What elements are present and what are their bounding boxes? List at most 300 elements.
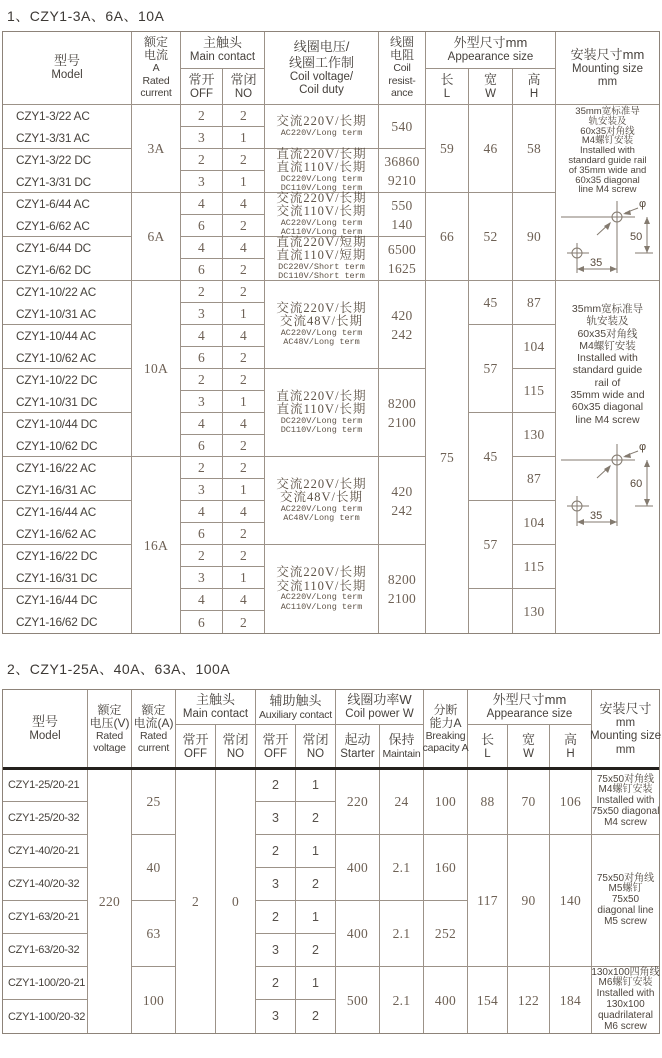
- text-line: 1: [239, 306, 248, 321]
- text-line: 3: [272, 876, 279, 891]
- t2-cell-r7c8: [336, 901, 380, 967]
- text-line: line M4 screw: [578, 184, 637, 196]
- text-line: CZY1-100/20-21: [8, 977, 86, 989]
- text-line: 2: [239, 108, 248, 123]
- vertical-dimension-label: 50: [629, 231, 642, 244]
- t1-cell-r25c9: [513, 589, 556, 633]
- t1-cell-r25c3: [181, 589, 223, 611]
- t1-cell-r19c4: [223, 457, 265, 479]
- text-line: 2: [191, 893, 200, 909]
- text-line: 1: [312, 777, 319, 792]
- text-line: M4螺钉安装: [598, 784, 653, 796]
- t1-cell-r7c1: [3, 193, 132, 237]
- t2-cell-r5c7: [296, 835, 336, 868]
- text-line: 6: [197, 350, 206, 365]
- text-line: 2: [272, 777, 279, 792]
- t1-cell-r26c3: [181, 611, 223, 633]
- text-line: 2: [239, 548, 248, 563]
- text-line: 4: [239, 592, 248, 607]
- text-line: 4: [197, 592, 206, 607]
- t2-header-length: [468, 725, 508, 769]
- text-line: 1: [239, 570, 248, 585]
- text-line: 104: [523, 515, 545, 530]
- text-line: 2: [197, 548, 206, 563]
- t2-header-width: [508, 725, 550, 769]
- t1-cell-r7c7: [426, 193, 469, 281]
- text-line: CZY1-16/31 AC: [16, 482, 97, 497]
- text-line: 2.1: [392, 992, 411, 1008]
- t2-cell-r3c9: [380, 769, 424, 835]
- text-line: 2: [197, 284, 206, 299]
- text-line: 型号: [53, 53, 80, 69]
- text-line: CZY1-3/31 AC: [16, 130, 90, 145]
- text-line: 2: [197, 460, 206, 475]
- text-line: 25: [146, 794, 161, 809]
- text-line: M4螺钉安装: [579, 339, 636, 352]
- text-line: CZY1-63/20-21: [8, 911, 80, 923]
- t1-header-main-off: [181, 69, 223, 105]
- text-line: 60x35对角线: [577, 327, 638, 340]
- text-line: M5 screw: [604, 915, 647, 927]
- text-line: CZY1-6/44 DC: [16, 240, 91, 255]
- text-line: 140: [391, 216, 413, 232]
- text-line: 高: [563, 731, 577, 747]
- text-line: 安装尺寸: [599, 700, 652, 716]
- section1-title: 1、CZY1-3A、6A、10A: [7, 8, 165, 24]
- text-line: 辅助触头: [269, 692, 322, 708]
- text-line: W: [485, 87, 496, 100]
- t2-cell-r6c6: [256, 868, 296, 901]
- t1-cell-r6c3: [181, 171, 223, 193]
- t1-cell-r19c1: [3, 457, 132, 501]
- t1-header-coil-resistance: [379, 32, 426, 105]
- text-line: Coil voltage/: [289, 70, 354, 83]
- text-line: 交流110V/长期: [276, 204, 367, 218]
- text-line: 2: [239, 218, 248, 233]
- text-line: 4: [239, 240, 248, 255]
- text-line: 90: [521, 893, 536, 908]
- t1-cell-r12c3: [181, 303, 223, 325]
- text-line: 2: [272, 975, 279, 990]
- text-line: Rated: [95, 729, 124, 742]
- t1-cell-r24c3: [181, 567, 223, 589]
- t2-header-maintain: [380, 725, 424, 769]
- t1-cell-r25c8: [469, 589, 513, 633]
- t1-cell-r7c4: [223, 193, 265, 215]
- text-line: CZY1-16/62 DC: [16, 615, 98, 629]
- t2-mounting-note-25a: [592, 769, 659, 835]
- t1-mounting-note-small: [556, 105, 659, 281]
- text-line: Appearance size: [447, 51, 534, 64]
- text-line: resist-: [388, 74, 416, 87]
- text-line: M6 screw: [604, 1020, 647, 1032]
- text-line: Mounting size: [572, 62, 643, 75]
- text-line: mm: [615, 716, 636, 729]
- text-line: 3: [197, 130, 206, 145]
- text-line: AC220V/Long term: [280, 503, 363, 514]
- t1-cell-r5c4: [223, 149, 265, 171]
- text-line: 分断: [433, 702, 458, 717]
- text-line: Coil duty: [299, 84, 344, 96]
- t1-cell-r15c4: [223, 369, 265, 391]
- text-line: 起动: [344, 731, 371, 747]
- text-line: 2: [239, 460, 248, 475]
- text-line: 4: [197, 504, 206, 519]
- text-line: 常闭: [222, 731, 249, 747]
- text-line: 52: [483, 229, 498, 244]
- text-line: M5螺钉: [608, 883, 643, 895]
- t2-cell-r7c7: [296, 901, 336, 934]
- text-line: 型号: [31, 714, 58, 730]
- t2-cell-r10c6: [256, 1000, 296, 1033]
- t1-cell-r3c6: [379, 105, 426, 149]
- text-line: 8200: [387, 572, 417, 587]
- t2-header-aux-no: [296, 725, 336, 769]
- text-line: AC110V/Long term: [280, 601, 363, 612]
- text-line: 交流48V/长期: [279, 314, 363, 328]
- text-line: 57: [483, 361, 498, 376]
- text-line: 2: [272, 909, 279, 924]
- t1-header-appearance: [426, 32, 556, 69]
- text-line: 9210: [387, 172, 417, 188]
- t2-cell-r5c8: [336, 835, 380, 901]
- t2-cell-r9c1: [3, 967, 88, 1000]
- t2-header-starter: [336, 725, 380, 769]
- t2-cell-r7c1: [3, 901, 88, 934]
- phi-dimension-label: φ: [638, 440, 646, 453]
- t1-cell-r19c5: [265, 457, 379, 545]
- text-line: 6: [197, 262, 206, 277]
- text-line: 外型尺寸mm: [453, 35, 528, 51]
- text-line: 线圈工作制: [288, 54, 354, 70]
- t1-cell-r6c4: [223, 171, 265, 193]
- text-line: 2: [239, 152, 248, 167]
- text-line: 420: [391, 483, 413, 499]
- text-line: 2.1: [392, 926, 411, 941]
- text-line: AC220V/Long term: [280, 592, 363, 602]
- text-line: Starter: [340, 747, 375, 760]
- text-line: 184: [559, 992, 582, 1008]
- text-line: 4: [239, 328, 248, 343]
- text-line: 常开: [262, 731, 289, 747]
- text-line: CZY1-10/62 AC: [16, 350, 97, 365]
- t2-cell-r3c4: [176, 769, 216, 1033]
- t1-cell-r17c3: [181, 413, 223, 435]
- text-line: 35mm宽标准导: [575, 106, 640, 117]
- text-line: Coil power W: [345, 708, 414, 721]
- text-line: 4: [197, 328, 206, 343]
- text-line: OFF: [184, 747, 207, 760]
- text-line: L: [484, 747, 491, 760]
- text-line: 75x50对角线: [596, 872, 655, 884]
- text-line: 88: [480, 794, 495, 809]
- t1-cell-r3c2: [132, 105, 181, 193]
- t1-cell-r22c4: [223, 523, 265, 545]
- text-line: 2: [272, 843, 279, 858]
- text-line: 1: [239, 482, 248, 497]
- text-line: 242: [391, 326, 413, 342]
- t1-cell-r13c1: [3, 325, 132, 369]
- text-line: CZY1-40/20-21: [8, 845, 80, 857]
- text-line: 交流48V/长期: [279, 490, 363, 504]
- text-line: 2: [239, 526, 248, 541]
- t1-cell-r7c9: [513, 193, 556, 281]
- t1-cell-r11c2: [132, 281, 181, 457]
- t1-cell-r7c3: [181, 193, 223, 215]
- text-line: 2: [239, 284, 248, 299]
- text-line: DC220V/Long term: [280, 415, 363, 426]
- t2-cell-r9c9: [380, 967, 424, 1033]
- t1-cell-r21c8: [469, 501, 513, 589]
- horizontal-dimension-label: 35: [589, 509, 602, 522]
- t2-cell-r7c10: [424, 901, 468, 967]
- text-line: 75x50 diagonal: [591, 805, 660, 817]
- text-line: 1625: [387, 260, 417, 276]
- text-line: 117: [477, 893, 498, 908]
- text-line: 130x100四角线: [591, 966, 660, 978]
- text-line: Appearance size: [486, 708, 573, 721]
- text-line: 500: [346, 992, 369, 1008]
- text-line: 电压(V): [89, 715, 130, 730]
- t2-cell-r4c1: [3, 802, 88, 835]
- t1-cell-r11c7: [426, 281, 469, 633]
- text-line: CZY1-6/62 AC: [16, 218, 90, 233]
- text-line: 交流110V/长期: [276, 578, 367, 593]
- section2-title: 2、CZY1-25A、40A、63A、100A: [7, 661, 231, 677]
- t1-cell-r19c3: [181, 457, 223, 479]
- text-line: DC220V/Long term: [280, 173, 363, 184]
- text-line: 540: [391, 119, 413, 134]
- t2-cell-r5c9: [380, 835, 424, 901]
- t2-cell-r8c6: [256, 934, 296, 967]
- text-line: CZY1-16/44 AC: [16, 504, 97, 519]
- text-line: 2: [239, 262, 248, 277]
- t1-header-main-contact: [181, 32, 265, 69]
- t1-cell-r20c4: [223, 479, 265, 501]
- text-line: CZY1-16/22 AC: [16, 460, 97, 475]
- t1-cell-r7c6: [379, 193, 426, 237]
- t1-cell-r23c6: [379, 545, 426, 633]
- text-line: 6: [197, 438, 206, 453]
- text-line: 4: [239, 504, 248, 519]
- t2-cell-r5c3: [132, 835, 176, 901]
- t1-cell-r11c9: [513, 281, 556, 325]
- text-line: mm: [615, 743, 636, 756]
- text-line: 2: [312, 1009, 319, 1023]
- t1-cell-r19c6: [379, 457, 426, 545]
- text-line: Breaking: [425, 729, 466, 742]
- text-line: 保持: [388, 732, 415, 748]
- t2-cell-r10c1: [3, 1000, 88, 1033]
- text-line: CZY1-10/22 AC: [16, 284, 97, 299]
- text-line: 4: [239, 196, 248, 211]
- t1-header-length: [426, 69, 469, 105]
- text-line: CZY1-25/20-21: [8, 779, 80, 791]
- text-line: diagonal line: [597, 904, 654, 916]
- t2-cell-r3c13: [550, 769, 592, 835]
- text-line: 6: [197, 614, 206, 630]
- phi-dimension-label: φ: [638, 198, 646, 211]
- text-line: 轨安装及: [588, 115, 627, 127]
- text-line: CZY1-6/44 AC: [16, 196, 90, 211]
- t1-header-model: [3, 32, 132, 105]
- text-line: Auxiliary contact: [258, 708, 333, 721]
- text-line: 交流220V/长期: [276, 300, 367, 315]
- text-line: 电流(A): [133, 715, 174, 730]
- t1-cell-r11c3: [181, 281, 223, 303]
- t1-cell-r3c9: [513, 105, 556, 193]
- text-line: 常开: [182, 731, 209, 747]
- text-line: 3: [197, 570, 206, 585]
- t1-cell-r15c9: [513, 369, 556, 413]
- text-line: AC220V/Long term: [280, 327, 363, 338]
- text-line: 2: [197, 152, 206, 167]
- t1-cell-r19c2: [132, 457, 181, 633]
- text-line: CZY1-10/62 DC: [16, 438, 98, 453]
- t2-cell-r3c7: [296, 769, 336, 802]
- text-line: 115: [523, 559, 545, 574]
- t1-cell-r5c3: [181, 149, 223, 171]
- text-line: CZY1-16/62 AC: [16, 526, 97, 541]
- text-line: 0: [231, 893, 240, 909]
- text-line: of 35mm wide and: [568, 164, 647, 176]
- text-line: 87: [526, 471, 542, 486]
- text-line: standard guide rail: [568, 154, 647, 166]
- t1-cell-r7c8: [469, 193, 513, 281]
- text-line: 线圈功率W: [347, 692, 412, 708]
- t1-cell-r9c5: [265, 234, 379, 281]
- text-line: current: [140, 87, 172, 100]
- text-line: 242: [391, 502, 413, 518]
- text-line: NO: [234, 87, 253, 100]
- text-line: 420: [391, 307, 413, 323]
- text-line: 130: [523, 603, 545, 619]
- t2-cell-r3c6: [256, 769, 296, 802]
- text-line: 40: [146, 860, 161, 875]
- horizontal-dimension-label: 35: [589, 257, 602, 270]
- text-line: 75x50: [611, 894, 640, 906]
- t2-mounting-note-40-63a: [592, 835, 659, 967]
- t1-cell-r4c3: [181, 127, 223, 149]
- text-line: 外型尺寸mm: [492, 692, 567, 708]
- t1-cell-r17c9: [513, 413, 556, 457]
- t1-cell-r3c8: [469, 105, 513, 193]
- t2-header-height: [550, 725, 592, 769]
- text-line: 75: [439, 449, 455, 465]
- text-line: 3: [197, 394, 206, 409]
- t1-cell-r16c4: [223, 391, 265, 413]
- text-line: line M4 screw: [575, 413, 640, 426]
- text-line: 3A: [147, 141, 165, 156]
- text-line: M6螺钉安装: [598, 977, 653, 989]
- t1-cell-r9c6: [379, 237, 426, 281]
- text-line: 2.1: [392, 860, 411, 875]
- text-line: Installed with: [577, 352, 638, 365]
- t1-cell-r3c5: [265, 105, 379, 149]
- t1-header-rated-current: [132, 32, 181, 105]
- text-line: OFF: [190, 87, 213, 100]
- text-line: 60x35 diagonal: [571, 401, 644, 414]
- text-line: 直流110V/短期: [276, 248, 367, 262]
- text-line: 35mm宽标准导: [571, 303, 644, 315]
- text-line: 140: [559, 893, 582, 908]
- text-line: capacity A: [422, 742, 469, 754]
- t2-cell-r5c6: [256, 835, 296, 868]
- text-line: 2: [239, 350, 248, 365]
- t1-cell-r11c1: [3, 281, 132, 325]
- text-line: 交流220V/长期: [276, 476, 367, 491]
- t1-header-height: [513, 69, 556, 105]
- t2-header-aux-contact: [256, 690, 336, 725]
- text-line: Main contact: [189, 51, 256, 64]
- text-line: CZY1-100/20-32: [8, 1010, 86, 1023]
- text-line: 122: [517, 992, 540, 1008]
- t2-cell-r3c12: [508, 769, 550, 835]
- text-line: CZY1-10/44 DC: [16, 416, 98, 431]
- text-line: 45: [483, 295, 498, 310]
- t1-cell-r25c1: [3, 589, 132, 633]
- t1-cell-r9c3: [181, 237, 223, 259]
- text-line: AC220V/Long term: [280, 127, 363, 138]
- text-line: 直流110V/长期: [276, 402, 367, 416]
- text-line: 高: [527, 71, 541, 87]
- text-line: 3: [197, 306, 206, 321]
- t2-cell-r9c8: [336, 967, 380, 1033]
- t1-cell-r14c4: [223, 347, 265, 369]
- t1-cell-r25c4: [223, 589, 265, 611]
- text-line: 60x35 diagonal: [575, 174, 640, 186]
- text-line: 3: [272, 810, 279, 825]
- t2-cell-r6c7: [296, 868, 336, 901]
- text-line: CZY1-3/22 DC: [16, 152, 91, 167]
- text-line: 24: [394, 794, 409, 809]
- t1-cell-r9c4: [223, 237, 265, 259]
- text-line: CZY1-10/44 AC: [16, 328, 97, 343]
- text-line: 额定: [97, 702, 122, 717]
- text-line: CZY1-25/20-32: [8, 812, 80, 824]
- t1-cell-r7c5: [265, 190, 379, 237]
- text-line: Rated: [139, 729, 168, 742]
- t1-cell-r20c3: [181, 479, 223, 501]
- t2-cell-r5c11: [468, 835, 508, 967]
- t1-cell-r16c3: [181, 391, 223, 413]
- text-line: CZY1-3/31 DC: [16, 174, 91, 189]
- t1-cell-r24c4: [223, 567, 265, 589]
- text-line: NO: [306, 747, 325, 760]
- text-line: rail of: [594, 376, 621, 389]
- text-line: 104: [523, 339, 545, 354]
- t2-header-rated-current: [132, 690, 176, 769]
- text-line: 100: [434, 794, 457, 809]
- t1-cell-r21c4: [223, 501, 265, 523]
- text-line: 220: [98, 893, 121, 909]
- text-line: 58: [526, 141, 542, 156]
- text-line: 交流220V/长期: [276, 190, 367, 205]
- text-line: DC110V/Long term: [280, 425, 363, 435]
- t2-cell-r7c3: [132, 901, 176, 967]
- text-line: 90: [526, 229, 542, 244]
- t1-cell-r15c3: [181, 369, 223, 391]
- text-line: 交流220V/长期: [276, 565, 367, 579]
- text-line: 额定: [141, 702, 166, 717]
- text-line: 63: [146, 926, 161, 941]
- text-line: 3: [272, 942, 279, 957]
- t1-cell-r17c8: [469, 413, 513, 501]
- t2-cell-r10c7: [296, 1000, 336, 1033]
- text-line: ance: [391, 87, 413, 100]
- t2-cell-r9c13: [550, 967, 592, 1033]
- text-line: 1: [239, 394, 248, 409]
